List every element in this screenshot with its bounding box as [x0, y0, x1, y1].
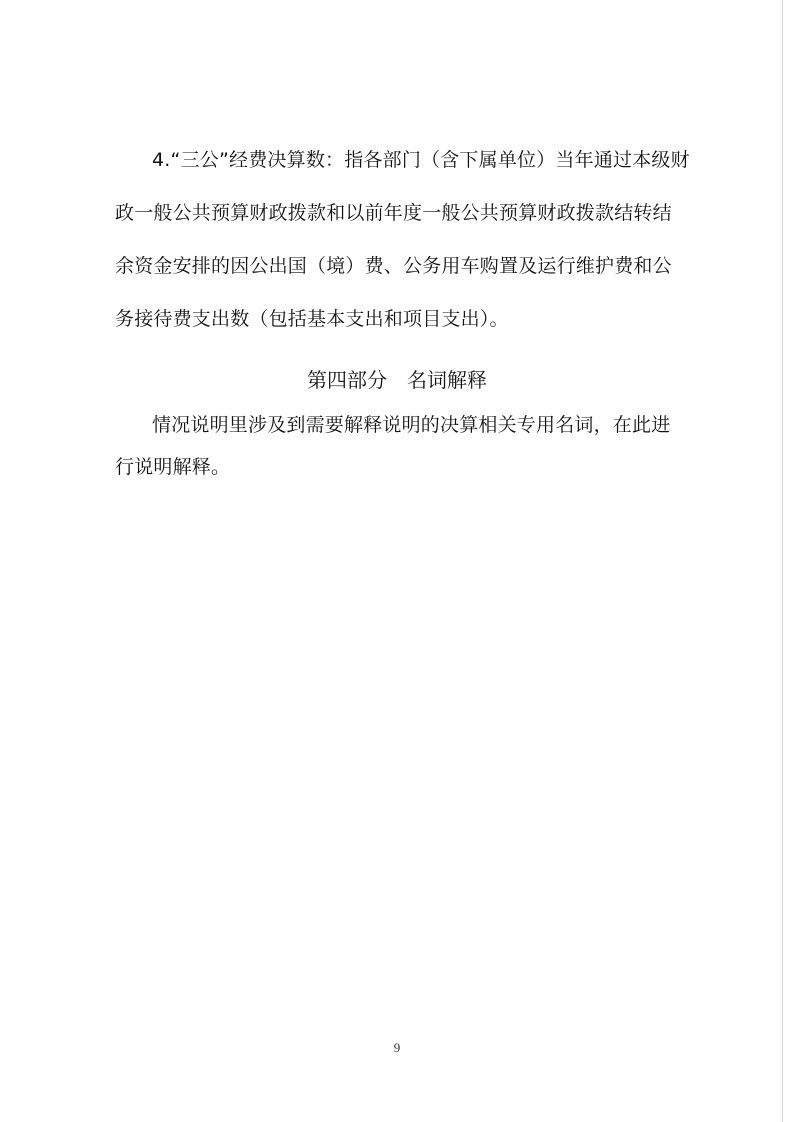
paragraph-line: 行说明解释。	[115, 456, 231, 478]
section-heading: 第四部分 名词解释	[307, 368, 487, 392]
paragraph-line: 情况说明里涉及到需要解释说明的决算相关专用名词，在此进	[152, 414, 671, 436]
paragraph-line: 4.“三公”经费决算数：指各部门（含下属单位）当年通过本级财	[152, 149, 690, 171]
page-number: 9	[393, 1040, 401, 1055]
paragraph-line: 务接待费支出数（包括基本支出和项目支出）。	[115, 308, 509, 330]
scan-edge-line	[782, 0, 783, 1122]
paragraph-line: 余资金安排的因公出国（境）费、公务用车购置及运行维护费和公	[115, 255, 672, 277]
paragraph-line: 政一般公共预算财政拨款和以前年度一般公共预算财政拨款结转结	[115, 202, 672, 224]
